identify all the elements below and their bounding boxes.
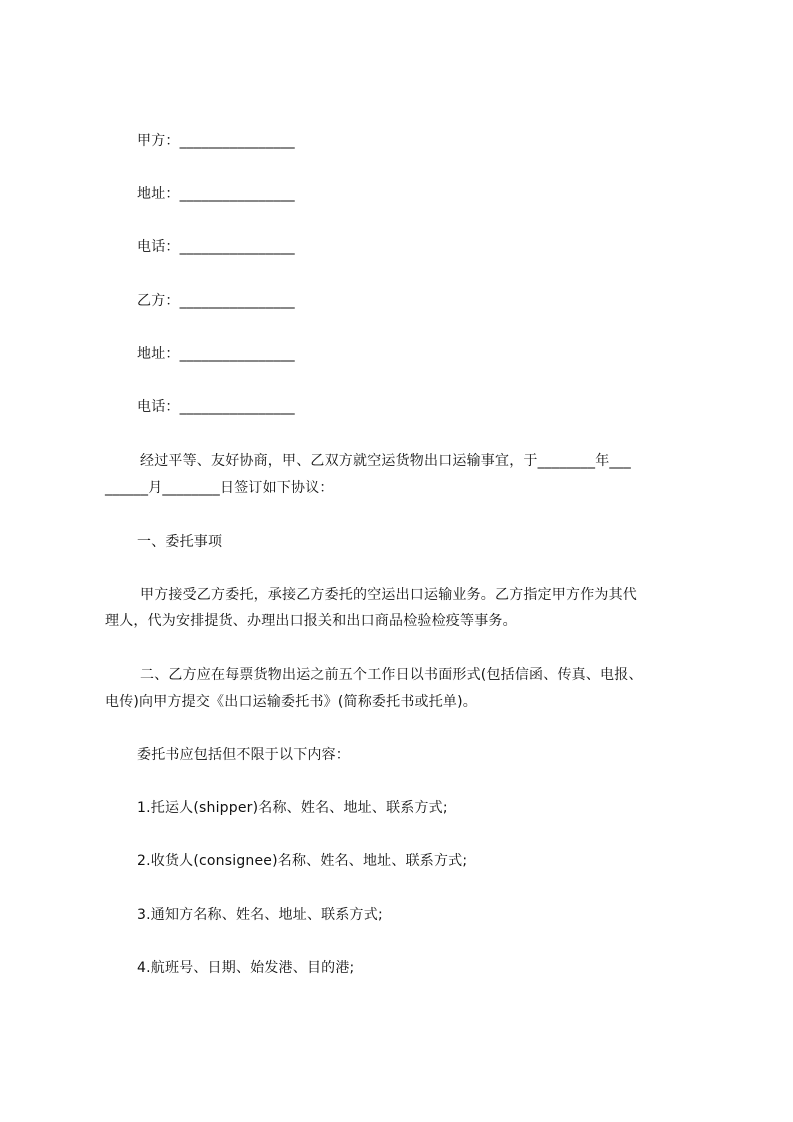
intro-line-1: 经过平等、友好协商，甲、乙双方就空运货物出口运输事宜，于________年___ bbox=[140, 453, 631, 469]
contents-item-4: 4.航班号、日期、始发港、目的港; bbox=[137, 960, 355, 976]
party-b-name-line: 乙方：________________ bbox=[137, 293, 295, 309]
section-1-heading: 一、委托事项 bbox=[137, 534, 223, 550]
party-a-name-line: 甲方：________________ bbox=[137, 133, 295, 149]
contents-heading: 委托书应包括但不限于以下内容： bbox=[137, 747, 350, 763]
intro-line-2: ______月________日签订如下协议： bbox=[105, 480, 334, 496]
party-b-address-line: 地址：________________ bbox=[137, 346, 295, 362]
party-b-phone-line: 电话：________________ bbox=[137, 399, 295, 415]
section-2-para-line-2: 电传)向甲方提交《出口运输委托书》(简称委托书或托单)。 bbox=[105, 694, 477, 710]
party-a-phone-line: 电话：________________ bbox=[137, 239, 295, 255]
contents-item-1: 1.托运人(shipper)名称、姓名、地址、联系方式; bbox=[137, 800, 448, 816]
section-1-para-line-2: 理人，代为安排提货、办理出口报关和出口商品检验检疫等事务。 bbox=[105, 613, 517, 629]
party-a-address-line: 地址：________________ bbox=[137, 186, 295, 202]
section-2-para-line-1: 二、乙方应在每票货物出运之前五个工作日以书面形式(包括信函、传真、电报、 bbox=[140, 667, 643, 683]
contents-item-3: 3.通知方名称、姓名、地址、联系方式; bbox=[137, 907, 383, 923]
section-1-para-line-1: 甲方接受乙方委托，承接乙方委托的空运出口运输业务。乙方指定甲方作为其代 bbox=[140, 587, 637, 603]
contents-item-2: 2.收货人(consignee)名称、姓名、地址、联系方式; bbox=[137, 853, 468, 869]
